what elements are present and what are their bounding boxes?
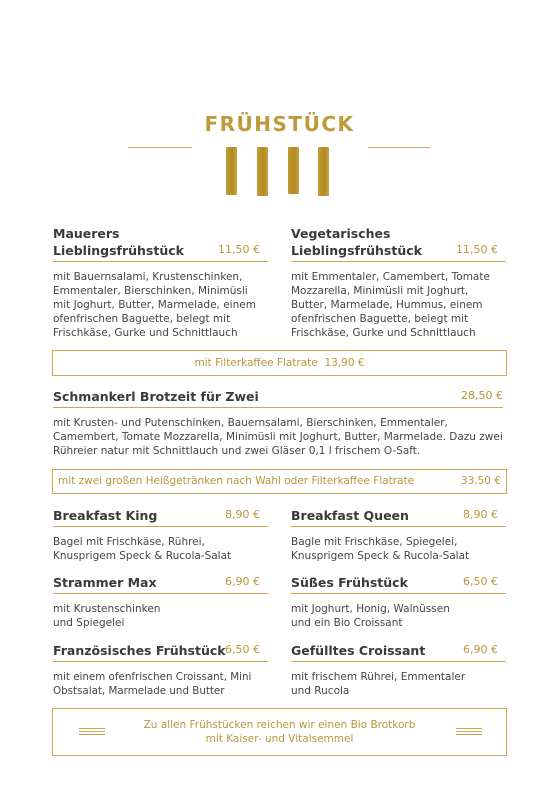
addon-price: 13,90 € [324, 357, 365, 369]
item-description: Bagel mit Frischkäse, Rührei, Knusprigem Speck & Rucola-Salat [53, 536, 232, 562]
item-name: Süßes Frühstück [291, 575, 408, 590]
footer-line2: mit Kaiser- und Vitalsemmel [205, 733, 354, 745]
bar [318, 147, 329, 196]
item-description: mit Bauernsalami, Krustenschinken, Emmentaler, Bierschinken, Minimüsli mit Joghurt, Butter, Marmelade, einem ofenfrischen Baguette, belegt mit Frischkäse, Gurke und Schnittlauch [53, 271, 256, 339]
decorative-lines-left [79, 728, 105, 737]
menu-item-king [53, 507, 268, 563]
menu-item-franz [53, 642, 268, 698]
item-name: Schmankerl Brotzeit für Zwei [53, 389, 259, 404]
item-heading [53, 507, 268, 527]
brotkorb-note-box [52, 708, 507, 756]
item-price: 8,90 € [463, 508, 498, 521]
item-description: mit Krustenschinken und Spiegelei [53, 603, 161, 629]
filterkaffee-box [52, 350, 507, 376]
item-price: 8,90 € [225, 508, 260, 521]
bar [226, 147, 237, 195]
item-heading [53, 642, 268, 662]
item-name-line1: Mauerers [53, 226, 120, 241]
item-heading [291, 507, 506, 527]
decorative-bars [226, 147, 332, 196]
item-price: 6,50 € [225, 643, 260, 656]
item-name-line1: Vegetarisches [291, 226, 391, 241]
item-name: Strammer Max [53, 575, 157, 590]
item-heading [291, 574, 506, 594]
menu-item-strammer [53, 574, 268, 630]
item-price: 28,50 € [461, 389, 503, 402]
item-heading [53, 225, 268, 262]
item-price: 11,50 € [218, 243, 260, 256]
decorative-lines-right [456, 728, 482, 737]
addon-price: 33,50 € [460, 475, 501, 487]
item-price: 6,90 € [463, 643, 498, 656]
bar [257, 147, 268, 196]
menu-item-croissant [291, 642, 506, 698]
heissgetraenke-box [52, 469, 507, 494]
title-rule-right [368, 147, 430, 148]
item-heading [53, 574, 268, 594]
item-description: Bagle mit Frischkäse, Spiegelei, Knusprigem Speck & Rucola-Salat [291, 536, 470, 562]
menu-item-suesses [291, 574, 506, 630]
menu-item-mauerers [53, 225, 268, 340]
item-name-line2: Lieblingsfrühstück [291, 243, 422, 258]
menu-item-queen [291, 507, 506, 563]
item-description: mit einem ofenfrischen Croissant, Mini Obstsalat, Marmelade und Butter [53, 671, 252, 697]
item-name: Breakfast King [53, 508, 158, 523]
menu-item-vegetarisch [291, 225, 506, 340]
item-heading [291, 642, 506, 662]
item-name-line2: Lieblingsfrühstück [53, 243, 184, 258]
bar [288, 147, 299, 194]
item-description: mit Emmentaler, Camembert, Tomate Mozzarella, Minimüsli mit Joghurt, Butter, Marmelade, Hummus, einem ofenfrischen Baguette, belegt mit Frischkäse, Gurke und Schnittlauch [291, 271, 490, 339]
addon-label: mit zwei großen Heißgetränken nach Wahl oder Filterkaffee Flatrate [58, 475, 415, 487]
item-description: mit Joghurt, Honig, Walnüssen und ein Bio Croissant [291, 603, 450, 629]
item-name: Breakfast Queen [291, 508, 409, 523]
addon-label: mit Filterkaffee Flatrate [194, 357, 318, 369]
item-heading [291, 225, 506, 262]
item-price: 6,50 € [463, 575, 498, 588]
item-name: Französisches Frühstück [53, 643, 226, 658]
item-name: Gefülltes Croissant [291, 643, 426, 658]
item-description: mit frischem Rührei, Emmentaler und Rucola [291, 671, 466, 697]
item-description: mit Krusten- und Putenschinken, Bauernsalami, Bierschinken, Emmentaler, Camembert, Tomate Mozzarella, Minimüsli mit Joghurt, Butter, Marmelade. Dazu zwei Rühreier natur mit Schnittlauch und zwei Gläser 0,1 l frischem O-Saft. [53, 417, 503, 457]
footer-line1: Zu allen Frühstücken reichen wir einen Bio Brotkorb [143, 719, 416, 731]
page-title: FRÜHSTÜCK [204, 112, 355, 136]
item-price: 6,90 € [225, 575, 260, 588]
title-rule-left [128, 147, 192, 148]
item-heading [53, 388, 503, 408]
footer-note [123, 718, 436, 746]
item-price: 11,50 € [456, 243, 498, 256]
menu-item-schmankerl [53, 388, 503, 458]
